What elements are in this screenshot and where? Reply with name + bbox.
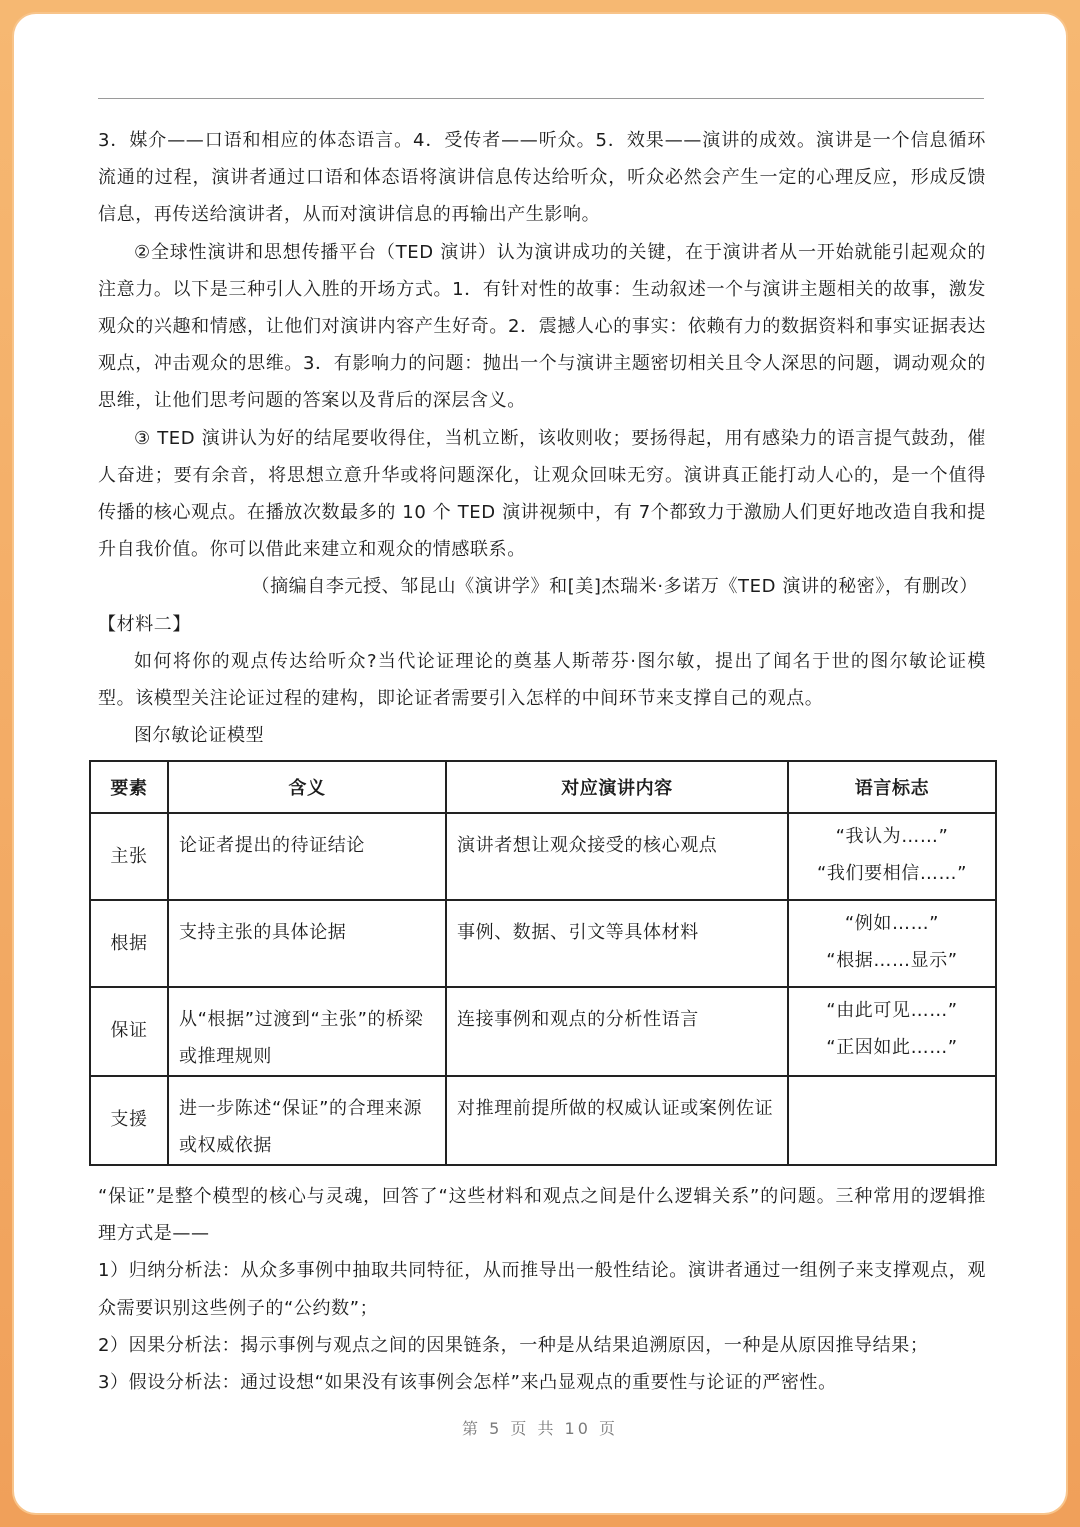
meaning-cell: 论证者提出的待证结论 [179,835,365,856]
marker-cell [789,1077,995,1081]
paragraph-3: ③ TED 演讲认为好的结尾要收得住，当机立断，该收则收；要扬得起，用有感染力的语言提气鼓劲，催人奋进；要有余音，将思想立意升华或将问题深化，让观众回味无穷。演讲真正能打动人心的，是一个值得传播的核心观点。在播放次数最多的 10 个 TED 演讲视频中，有 7个都致力于激励人们更好地改造自我和提升自我价值。你可以借此来建立和观众的情感联系。 [98,427,986,561]
table-row [90,900,996,987]
toulmin-model-table [89,760,997,1166]
list-item-induction: 1）归纳分析法：从众多事例中抽取共同特征，从而推导出一般性结论。演讲者通过一组例子来支撑观点，观众需要识别这些例子的“公约数”； [98,1260,986,1319]
marker-cell [789,901,995,979]
toulmin-table-wrapper [89,760,995,1166]
meaning-cell: 支持主张的具体论据 [179,922,347,943]
meaning-cell: 从“根据”过渡到“主张”的桥梁或推理规则 [179,1009,424,1067]
element-cell: 主张 [110,846,148,867]
document-page [14,14,1066,1513]
marker-line-2: “根据……显示” [826,950,958,971]
source-citation: （摘编自李元授、邹昆山《演讲学》和[美]杰瑞米·多诺万《TED 演讲的秘密》，有删改） [251,576,978,598]
marker-cell [789,814,995,892]
table-caption: 图尔敏论证模型 [134,725,265,747]
marker-line-1: “例如……” [844,913,940,934]
body-text [98,122,986,754]
header-element: 要素 [90,761,168,813]
element-cell: 根据 [110,933,148,954]
header-speech-content: 对应演讲内容 [446,761,788,813]
meaning-cell: 进一步陈述“保证”的合理来源或权威依据 [179,1098,423,1156]
table-row [90,987,996,1076]
list-item-causal: 2）因果分析法：揭示事例与观点之间的因果链条，一种是从结果追溯原因，一种是从原因推导结果； [98,1334,929,1356]
element-cell: 保证 [110,1020,148,1041]
page-number-footer: 第 5 页 共 10 页 [462,1419,618,1438]
table-row [90,1076,996,1165]
content-cell: 连接事例和观点的分析性语言 [457,1009,699,1030]
marker-line-1: “由此可见……” [826,1000,958,1021]
header-language-marker: 语言标志 [788,761,996,813]
list-item-hypothesis: 3）假设分析法：通过设想“如果没有该事例会怎样”来凸显观点的重要性与论证的严密性。 [98,1372,837,1394]
paragraph-5: “保证”是整个模型的核心与灵魂，回答了“这些材料和观点之间是什么逻辑关系”的问题。三种常用的逻辑推理方式是—— [98,1186,986,1245]
material-two-label: 【材料二】 [98,613,191,635]
header-rule [98,98,984,99]
marker-line-1: “我认为……” [835,826,949,847]
paragraph-4: 如何将你的观点传达给听众?当代论证理论的奠基人斯蒂芬·图尔敏，提出了闻名于世的图尔敏论证模型。该模型关注论证过程的建构，即论证者需要引入怎样的中间环节来支撑自己的观点。 [98,650,986,710]
paragraph-1: 3．媒介——口语和相应的体态语言。4．受传者——听众。5．效果——演讲的成效。演讲是一个信息循环流通的过程，演讲者通过口语和体态语将演讲信息传达给听众，听众必然会产生一定的心理反应，形成反馈信息，再传送给演讲者，从而对演讲信息的再输出产生影响。 [98,130,986,226]
marker-line-2: “我们要相信……” [816,863,968,884]
marker-cell [789,988,995,1066]
element-cell: 支援 [110,1109,148,1130]
paragraph-2: ②全球性演讲和思想传播平台（TED 演讲）认为演讲成功的关键，在于演讲者从一开始就能引起观众的注意力。以下是三种引人入胜的开场方式。1．有针对性的故事：生动叙述一个与演讲主题相关的故事，激发观众的兴趣和情感，让他们对演讲内容产生好奇。2．震撼人心的事实：依赖有力的数据资料和事实证据表达观点，冲击观众的思维。3．有影响力的问题：抛出一个与演讲主题密切相关且令人深思的问题，调动观众的思维，让他们思考问题的答案以及背后的深层含义。 [98,241,986,412]
content-cell: 对推理前提所做的权威认证或案例佐证 [457,1098,774,1119]
header-meaning: 含义 [168,761,446,813]
marker-line-2: “正因如此……” [826,1037,958,1058]
table-header-row [90,761,996,813]
table-row [90,813,996,900]
post-table-text [98,1178,986,1401]
content-cell: 事例、数据、引文等具体材料 [457,922,699,943]
content-cell: 演讲者想让观众接受的核心观点 [457,835,718,856]
